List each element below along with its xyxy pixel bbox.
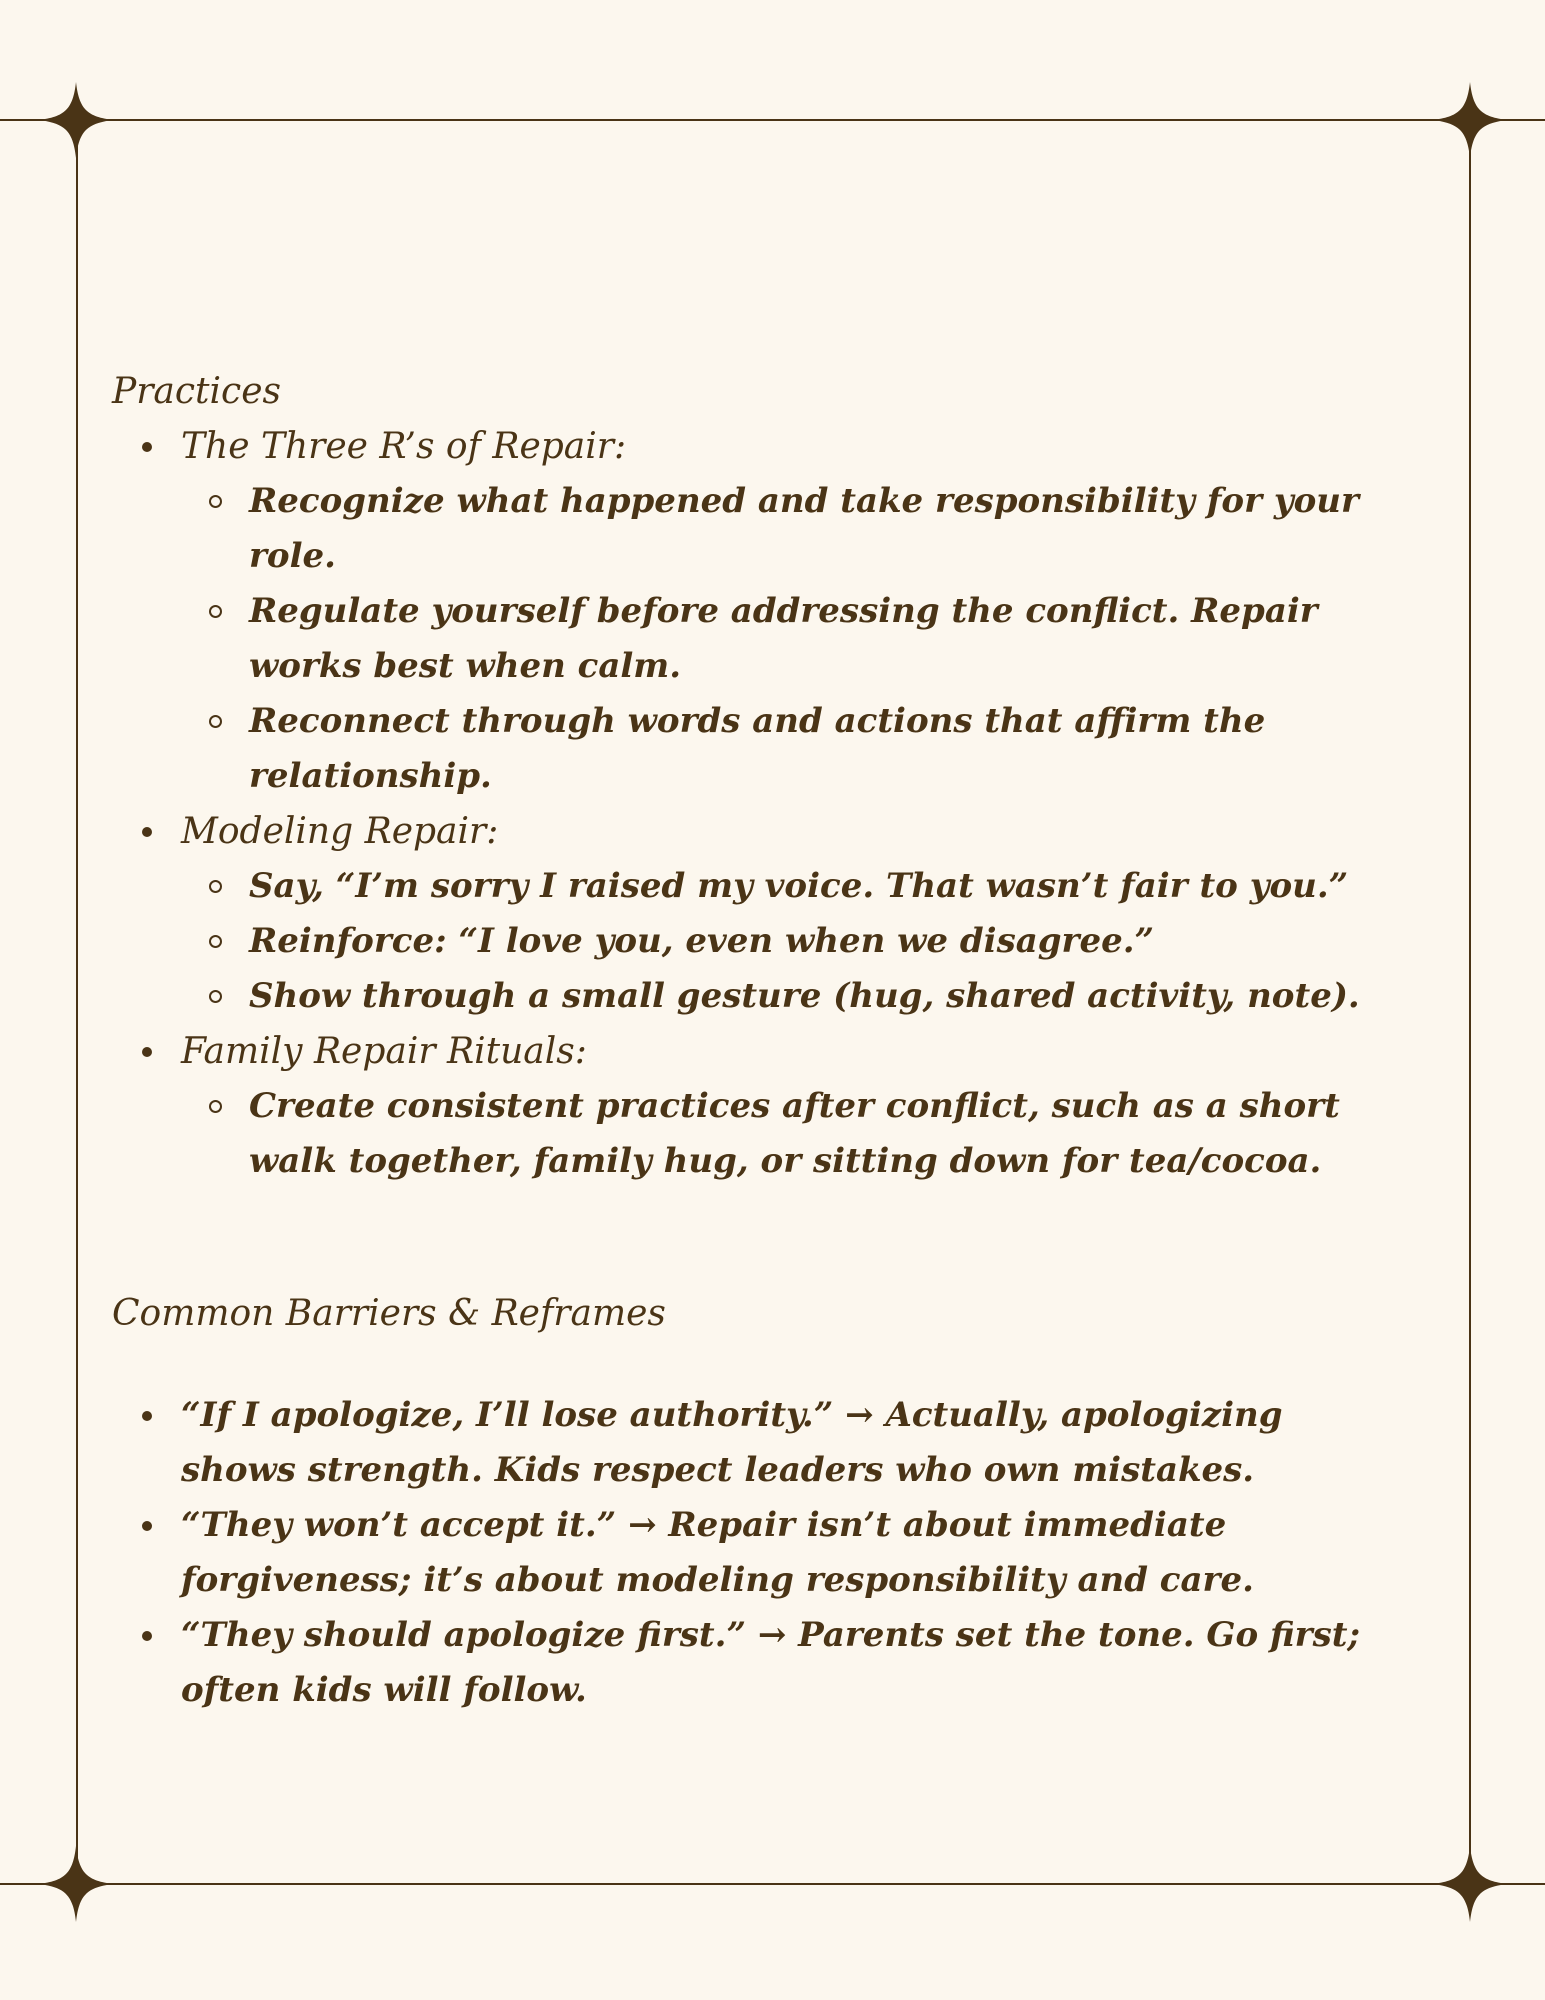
bullet-dot-icon (142, 442, 152, 452)
bullet-dot-icon (142, 1521, 152, 1531)
hollow-circle-icon (209, 880, 222, 893)
practice-label: Family Repair Rituals: (181, 1031, 587, 1072)
barriers-heading: Common Barriers & Reframes (112, 1293, 666, 1334)
list-item: Reconnect through words and actions that affirm the relationship. (181, 694, 1402, 804)
section-spacer (112, 1341, 1402, 1388)
practice-label: Modeling Repair: (181, 811, 499, 852)
barriers-list (112, 1388, 1402, 1718)
list-item: “They should apologize first.” → Parents set the tone. Go first; often kids will follow. (112, 1608, 1402, 1718)
list-item: Regulate yourself before addressing the conflict. Repair works best when calm. (181, 584, 1402, 694)
hollow-circle-icon (209, 1100, 222, 1113)
modeling-repair-sublist (181, 859, 1402, 1024)
list-item: Create consistent practices after conflict, such as a short walk together, family hug, or sitting down for tea/cocoa. (181, 1079, 1402, 1189)
frame-top-line (0, 119, 1545, 121)
hollow-circle-icon (209, 990, 222, 1003)
bullet-dot-icon (142, 1047, 152, 1057)
hollow-circle-icon (209, 495, 222, 508)
practices-list (112, 419, 1402, 1189)
document-content (112, 364, 1402, 1718)
list-item: Recognize what happened and take responsibility for your role. (181, 474, 1402, 584)
hollow-circle-icon (209, 715, 222, 728)
list-item: Say, “I’m sorry I raised my voice. That wasn’t fair to you.” (181, 859, 1402, 914)
frame-left-line (76, 119, 78, 1885)
corner-star-icon-top-right (1432, 82, 1508, 158)
list-item: Reinforce: “I love you, even when we disagree.” (181, 914, 1402, 969)
practice-label: The Three R’s of Repair: (181, 426, 627, 467)
practice-item-three-rs (112, 419, 1402, 804)
frame-right-line (1469, 119, 1471, 1885)
corner-star-icon-top-left (38, 82, 114, 158)
bullet-dot-icon (142, 1411, 152, 1421)
family-rituals-sublist (181, 1079, 1402, 1189)
section-spacer (112, 1189, 1402, 1286)
three-rs-sublist (181, 474, 1402, 804)
bullet-dot-icon (142, 827, 152, 837)
bullet-dot-icon (142, 1631, 152, 1641)
corner-star-icon-bottom-left (38, 1846, 114, 1922)
list-item: “If I apologize, I’ll lose authority.” → Actually, apologizing shows strength. Kids respect leaders who own mistakes. (112, 1388, 1402, 1498)
practice-item-modeling-repair (112, 804, 1402, 1024)
list-item: Show through a small gesture (hug, shared activity, note). (181, 969, 1402, 1024)
hollow-circle-icon (209, 605, 222, 618)
hollow-circle-icon (209, 935, 222, 948)
practice-item-family-rituals (112, 1024, 1402, 1189)
list-item: “They won’t accept it.” → Repair isn’t about immediate forgiveness; it’s about modeling responsibility and care. (112, 1498, 1402, 1608)
corner-star-icon-bottom-right (1432, 1846, 1508, 1922)
frame-bottom-line (0, 1883, 1545, 1885)
practices-heading: Practices (112, 371, 281, 412)
